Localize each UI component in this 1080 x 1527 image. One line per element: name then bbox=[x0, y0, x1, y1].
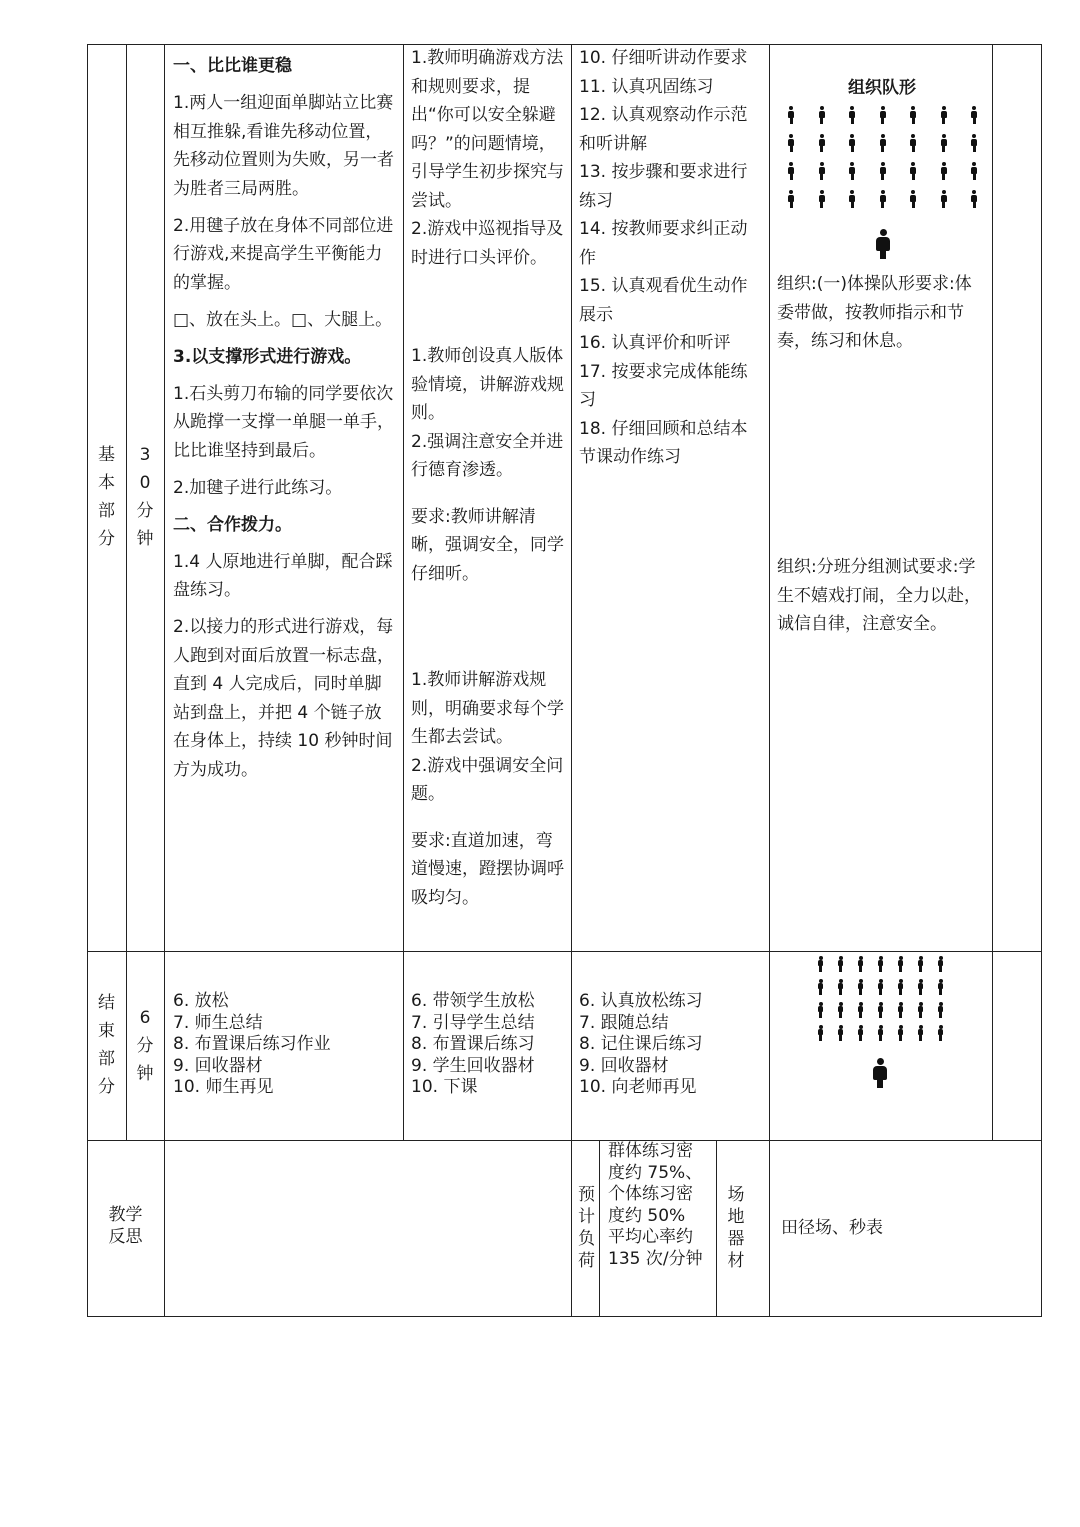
ending-teacher-list bbox=[411, 991, 567, 1099]
list-item: 7. 跟随总结 bbox=[579, 1012, 669, 1033]
lesson-plan-table bbox=[87, 44, 1042, 1317]
load-text-line: 度约 75%、 bbox=[608, 1162, 703, 1183]
student-figure-icon bbox=[879, 190, 887, 208]
teacher-requirement: 要求:教师讲解清晰，强调安全，同学仔细听。 bbox=[411, 506, 564, 584]
student-figure-icon bbox=[848, 106, 856, 124]
student-figure-icon bbox=[817, 979, 824, 995]
list-item: 6. 认真放松练习 bbox=[579, 991, 703, 1011]
student-figure-icon bbox=[818, 106, 826, 124]
ending-content-list bbox=[173, 991, 397, 1099]
basic-section-label: 基 本 部 分 bbox=[98, 445, 115, 549]
list-item: 8. 记住课后练习 bbox=[579, 1034, 703, 1054]
list-item: 9. 回收器材 bbox=[173, 1055, 263, 1076]
formation-diagram bbox=[777, 106, 987, 266]
student-figure-icon bbox=[877, 956, 884, 972]
content-paragraph: 2.用毽子放在身体不同部位进行游戏,来提高学生平衡能力的掌握。 bbox=[173, 215, 394, 293]
reflection-label: 教学 反思 bbox=[108, 1205, 143, 1247]
student-figure-icon bbox=[937, 1002, 944, 1018]
student-figure-icon bbox=[909, 190, 917, 208]
teacher-activity: 1.教师讲解游戏规则，明确要求每个学生都去尝试。 bbox=[411, 670, 564, 747]
student-figure-icon bbox=[940, 106, 948, 124]
student-figure-icon bbox=[848, 134, 856, 152]
content-paragraph: 1.石头剪刀布输的同学要依次从跪撑一支撑一单腿一单手，比比谁坚持到最后。 bbox=[173, 383, 394, 461]
student-figure-icon bbox=[877, 1002, 884, 1018]
student-activity: 15. 认真观看优生动作展示 bbox=[579, 276, 748, 325]
student-figure-icon bbox=[787, 106, 795, 124]
student-figure-icon bbox=[897, 956, 904, 972]
list-item: 10. 下课 bbox=[411, 1077, 478, 1097]
formation-diagram-ending bbox=[817, 956, 957, 1091]
student-figure-icon bbox=[857, 1025, 864, 1041]
load-text-line: 平均心率约 bbox=[608, 1227, 693, 1247]
list-item: 7. 引导学生总结 bbox=[411, 1012, 535, 1033]
teacher-activity: 2.游戏中强调安全问题。 bbox=[411, 755, 564, 804]
student-figure-icon bbox=[787, 162, 795, 180]
list-item: 9. 学生回收器材 bbox=[411, 1055, 535, 1076]
content-paragraph: 1.两人一组迎面单脚站立比赛相互推躲,看谁先移动位置，先移动位置则为失败，另一者为胜者三局两胜。 bbox=[173, 93, 394, 199]
content-paragraph: □、放在头上。□、大腿上。 bbox=[173, 309, 393, 330]
list-item: 8. 布置课后练习作业 bbox=[173, 1034, 331, 1054]
student-figure-icon bbox=[877, 979, 884, 995]
content-heading-1: 一、比比谁更稳 bbox=[173, 56, 292, 76]
student-figure-icon bbox=[937, 956, 944, 972]
load-description bbox=[608, 1141, 714, 1270]
student-figure-icon bbox=[917, 1025, 924, 1041]
teacher-activity: 2.强调注意安全并进行德育渗透。 bbox=[411, 431, 564, 480]
student-activity: 11. 认真巩固练习 bbox=[579, 76, 714, 97]
content-heading-3: 二、合作拨力。 bbox=[173, 514, 292, 535]
student-figure-icon bbox=[970, 134, 978, 152]
list-item: 9. 回收器材 bbox=[579, 1055, 669, 1076]
load-text-line: 度约 50% bbox=[608, 1205, 686, 1226]
load-text-line: 135 次/分钟 bbox=[608, 1248, 703, 1269]
teacher-figure-icon bbox=[876, 229, 890, 259]
ending-section-label: 结 束 部 分 bbox=[98, 993, 115, 1097]
student-activity: 16. 认真评价和听评 bbox=[579, 333, 731, 353]
student-figure-icon bbox=[940, 190, 948, 208]
student-figure-icon bbox=[817, 956, 824, 972]
student-figure-icon bbox=[970, 190, 978, 208]
student-figure-icon bbox=[970, 106, 978, 124]
student-figure-icon bbox=[917, 979, 924, 995]
student-figure-icon bbox=[937, 1025, 944, 1041]
list-item: 6. 带领学生放松 bbox=[411, 991, 535, 1011]
student-figure-icon bbox=[857, 979, 864, 995]
student-figure-icon bbox=[909, 134, 917, 152]
student-figure-icon bbox=[817, 1025, 824, 1041]
student-figure-icon bbox=[879, 134, 887, 152]
content-heading-2: 3.以支撑形式进行游戏。 bbox=[173, 346, 362, 367]
content-paragraph: 2.加毽子进行此练习。 bbox=[173, 477, 343, 498]
list-item: 6. 放松 bbox=[173, 991, 229, 1011]
ending-duration-label: 6 分 钟 bbox=[136, 1008, 154, 1084]
ending-student-list bbox=[579, 991, 765, 1099]
organization-text: 组织:(一)体操队形要求:体委带做，按教师指示和节奏，练习和休息。 bbox=[777, 274, 972, 351]
student-figure-icon bbox=[937, 979, 944, 995]
student-activity: 14. 按教师要求纠正动作 bbox=[579, 219, 748, 268]
student-figure-icon bbox=[917, 1002, 924, 1018]
venue-label: 场 地 器 材 bbox=[727, 1185, 745, 1271]
student-figure-icon bbox=[909, 106, 917, 124]
student-activity: 10. 仔细听讲动作要求 bbox=[579, 48, 748, 68]
student-figure-icon bbox=[879, 162, 887, 180]
student-figure-icon bbox=[879, 106, 887, 124]
content-paragraph: 1.4 人原地进行单脚，配合踩盘练习。 bbox=[173, 551, 393, 600]
student-figure-icon bbox=[940, 134, 948, 152]
student-figure-icon bbox=[909, 162, 917, 180]
student-figure-icon bbox=[837, 956, 844, 972]
teacher-activity: 1.教师明确游戏方法和规则要求，提出“你可以安全躲避吗？”的问题情境，引导学生初步探究与尝试。 bbox=[411, 48, 564, 211]
student-activity: 18. 仔细回顾和总结本节课动作练习 bbox=[579, 418, 748, 467]
student-figure-icon bbox=[837, 1025, 844, 1041]
student-figure-icon bbox=[848, 162, 856, 180]
student-figure-icon bbox=[818, 134, 826, 152]
student-figure-icon bbox=[818, 162, 826, 180]
teacher-figure-icon bbox=[873, 1058, 887, 1088]
student-figure-icon bbox=[848, 190, 856, 208]
student-figure-icon bbox=[857, 956, 864, 972]
student-figure-icon bbox=[917, 956, 924, 972]
list-item: 8. 布置课后练习 bbox=[411, 1034, 535, 1054]
load-text-line: 群体练习密 bbox=[608, 1141, 693, 1161]
teacher-activity: 2.游戏中巡视指导及时进行口头评价。 bbox=[411, 219, 564, 268]
teacher-requirement: 要求:直道加速，弯道慢速，蹬摆协调呼吸均匀。 bbox=[411, 830, 564, 908]
student-figure-icon bbox=[970, 162, 978, 180]
formation-title: 组织队形 bbox=[848, 78, 916, 98]
student-figure-icon bbox=[837, 1002, 844, 1018]
load-label: 预 计 负 荷 bbox=[578, 1185, 595, 1271]
list-item: 10. 向老师再见 bbox=[579, 1077, 697, 1097]
student-figure-icon bbox=[817, 1002, 824, 1018]
basic-duration-label: 3 0 分 钟 bbox=[136, 445, 154, 549]
load-text-line: 个体练习密 bbox=[608, 1184, 693, 1204]
student-activity: 12. 认真观察动作示范和听讲解 bbox=[579, 105, 748, 154]
organization-text: 组织:分班分组测试要求:学生不嬉戏打闹，全力以赴，诚信自律，注意安全。 bbox=[777, 557, 981, 634]
student-figure-icon bbox=[897, 979, 904, 995]
student-figure-icon bbox=[877, 1025, 884, 1041]
basic-content-cell bbox=[173, 52, 397, 793]
venue-equipment: 田径场、秒表 bbox=[781, 1218, 883, 1238]
student-figure-icon bbox=[787, 134, 795, 152]
student-figure-icon bbox=[857, 1002, 864, 1018]
student-figure-icon bbox=[940, 162, 948, 180]
list-item: 7. 师生总结 bbox=[173, 1012, 263, 1033]
student-figure-icon bbox=[787, 190, 795, 208]
student-figure-icon bbox=[837, 979, 844, 995]
student-activity: 17. 按要求完成体能练习 bbox=[579, 361, 748, 410]
basic-student-activities bbox=[579, 44, 763, 472]
teacher-activity: 1.教师创设真人版体验情境，讲解游戏规则。 bbox=[411, 346, 564, 423]
student-figure-icon bbox=[818, 190, 826, 208]
list-item: 10. 师生再见 bbox=[173, 1077, 274, 1097]
student-figure-icon bbox=[897, 1025, 904, 1041]
student-activity: 13. 按步骤和要求进行练习 bbox=[579, 162, 748, 211]
content-paragraph: 2.以接力的形式进行游戏，每人跑到对面后放置一标志盘，直到 4 人完成后，同时单脚站到盘上，并把 4 个链子放在身体上，持续 10 秒钟时间方为成功。 bbox=[173, 617, 394, 780]
student-figure-icon bbox=[897, 1002, 904, 1018]
